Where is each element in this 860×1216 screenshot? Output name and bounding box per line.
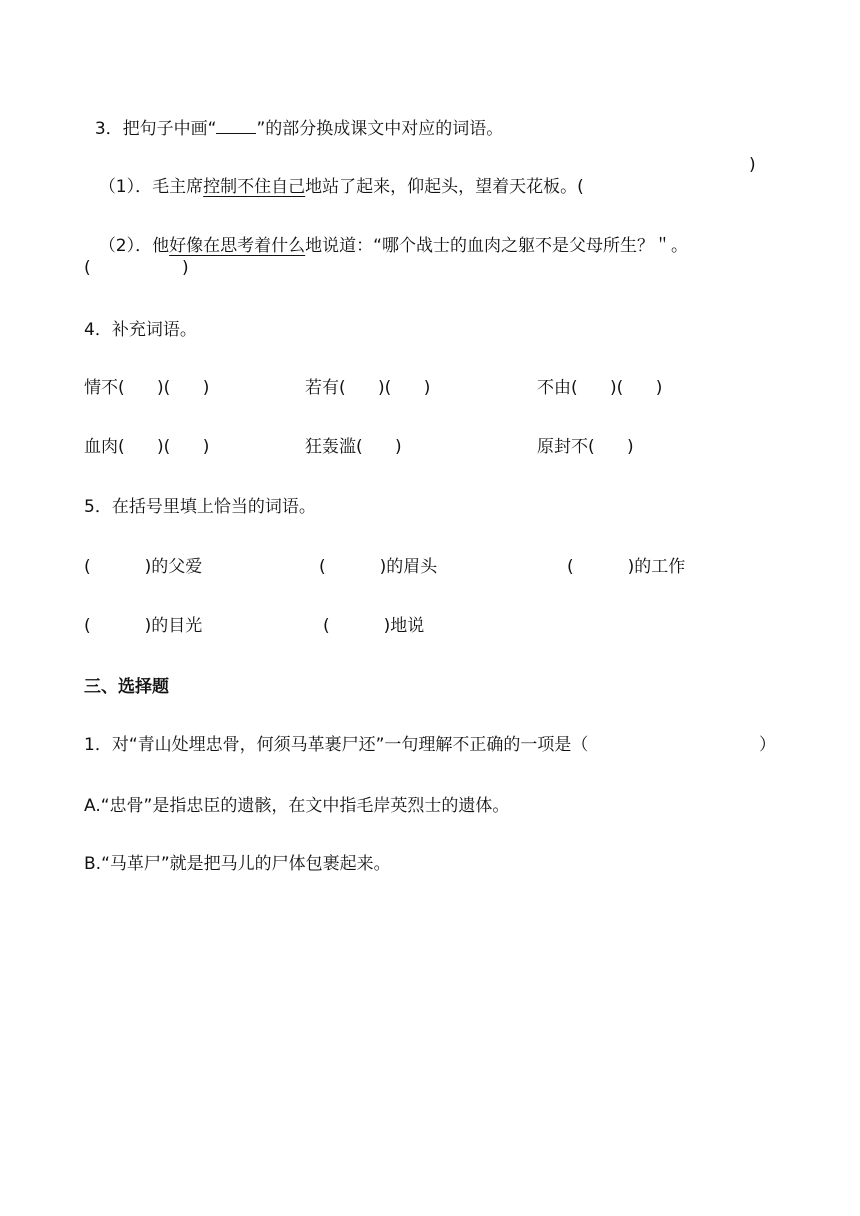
q5-row2-item: ( )地说 (323, 616, 425, 636)
s2-pre: （2）．他 (98, 236, 170, 256)
q4-row2-item: 血肉( )( ) (84, 437, 210, 457)
q4-row1-item: 不由( )( ) (537, 378, 663, 398)
q4-row2-item: 狂轰滥( ) (305, 437, 402, 457)
section-heading: 三、选择题 (84, 677, 169, 697)
q3-title-pre: 3．把句子中画“ (94, 119, 217, 139)
s1-pre: （1）．毛主席 (98, 177, 204, 197)
s1-underlined-phrase: 控制不住自己 (203, 177, 306, 197)
s3-q1-text: 1．对“青山处埋忠骨，何须马革裹尸还”一句理解不正确的一项是（ (84, 735, 589, 755)
s1-post: 地站了起来，仰起头，望着天花板。( (305, 177, 584, 197)
option-b: B.“马革尸”就是把马儿的尸体包裹起来。 (84, 854, 391, 874)
q3-title-post: ”的部分换成课文中对应的词语。 (256, 119, 504, 139)
q4-row1-item: 情不( )( ) (84, 378, 210, 398)
s2-answer-open-paren: ( (84, 258, 91, 278)
s2-underlined-phrase: 好像在思考着什么 (169, 236, 306, 256)
s3-q1-close-paren: ） (759, 735, 776, 755)
q4-title: 4．补充词语。 (84, 320, 197, 340)
option-a: A.“忠骨”是指忠臣的遗骸，在文中指毛岸英烈士的遗体。 (84, 796, 510, 816)
q5-row1-item: ( )的父爱 (84, 557, 203, 577)
q4-row1-item: 若有( )( ) (305, 378, 431, 398)
q5-row1-item: ( )的工作 (567, 557, 686, 577)
q3-title (84, 96, 503, 140)
s2-answer-close-paren: ) (182, 258, 189, 278)
s1-answer-close-paren: ) (749, 155, 756, 175)
q5-row1-item: ( )的眉头 (319, 557, 438, 577)
q5-row2-item: ( )的目光 (84, 616, 203, 636)
q3-sentence-2 (88, 213, 688, 257)
s2-post: 地说道：“哪个战士的血肉之躯不是父母所生？＂。 (305, 236, 688, 256)
q3-sentence-1 (88, 154, 584, 198)
q4-row2-item: 原封不( ) (537, 437, 634, 457)
q5-title: 5．在括号里填上恰当的词语。 (84, 497, 316, 517)
underline-sample-blank (216, 133, 256, 134)
